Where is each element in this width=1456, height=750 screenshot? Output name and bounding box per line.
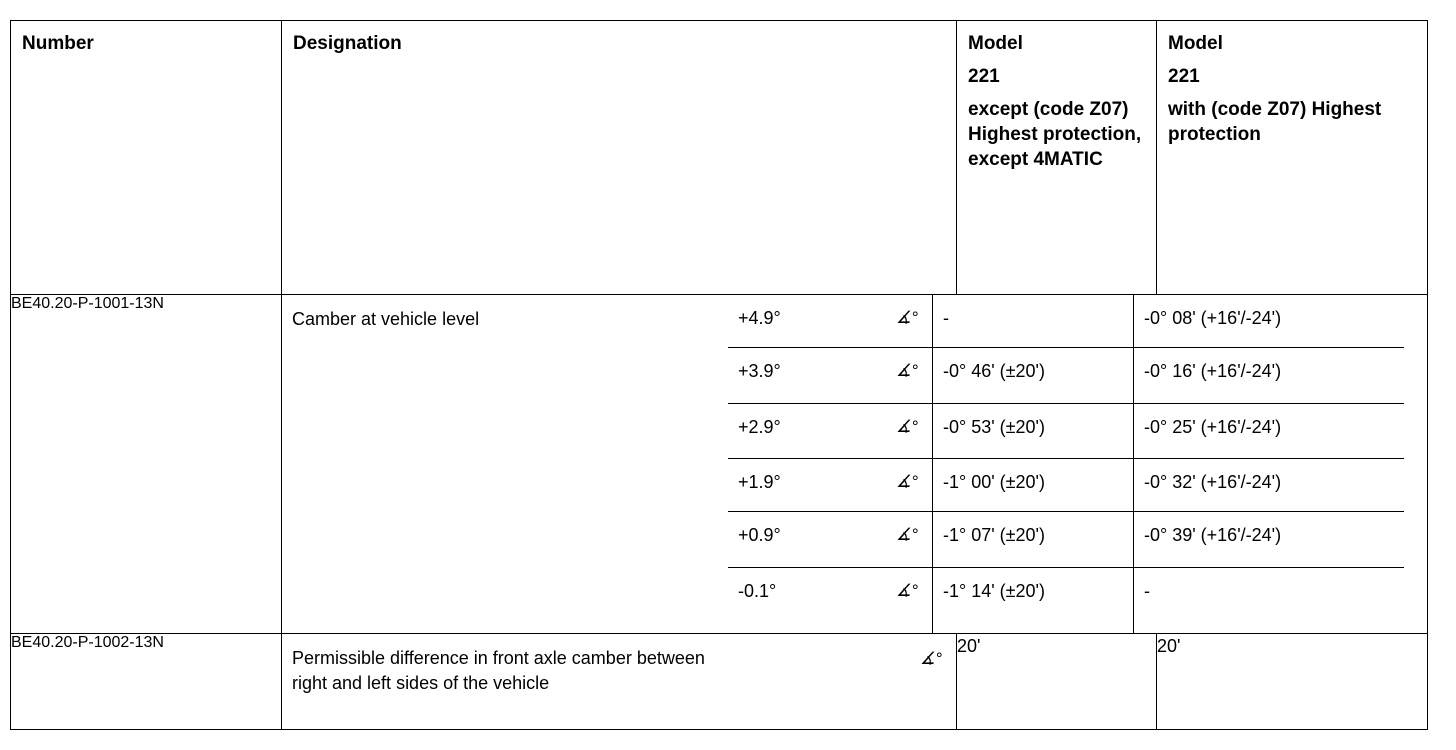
level-value: +3.9°	[738, 361, 781, 381]
level-row	[728, 403, 1427, 458]
value-model-2: -0° 32' (+16'/-24')	[1134, 458, 1404, 511]
level-value: +4.9°	[738, 308, 781, 328]
header-model-2-number: 221	[1168, 66, 1200, 87]
header-designation: Designation	[293, 33, 402, 54]
row-body	[282, 295, 1428, 634]
level-value: +0.9°	[738, 525, 781, 545]
table-row	[11, 295, 1428, 634]
value-model-1: -	[933, 295, 1134, 347]
row-number: BE40.20-P-1002-13N	[11, 634, 282, 730]
level-row	[728, 567, 1427, 633]
header-designation-cell	[282, 21, 957, 295]
value-model-1: 20'	[957, 634, 1157, 730]
level-value: +1.9°	[738, 472, 781, 492]
value-model-2: -0° 08' (+16'/-24')	[1144, 308, 1282, 328]
angle-icon: ∡°	[895, 308, 918, 327]
row-designation: Permissible difference in front axle camber between right and left sides of the vehicle	[292, 648, 705, 693]
value-model-2: -0° 39' (+16'/-24')	[1134, 511, 1404, 567]
header-model-1-cell	[957, 21, 1157, 295]
level-value: +2.9°	[738, 417, 781, 437]
header-model-2-label: Model	[1168, 33, 1223, 54]
header-number: Number	[22, 33, 94, 54]
level-row	[728, 511, 1427, 567]
header-number-cell	[11, 21, 282, 295]
angle-icon: ∡°	[895, 472, 918, 491]
value-model-1: -1° 07' (±20')	[933, 511, 1134, 567]
row-number: BE40.20-P-1001-13N	[11, 295, 282, 634]
row-designation: Camber at vehicle level	[292, 309, 480, 329]
header-model-1-label: Model	[968, 33, 1023, 54]
value-model-2: -	[1134, 567, 1404, 633]
value-model-1: -0° 53' (±20')	[933, 403, 1134, 458]
row-designation-cell	[282, 634, 957, 730]
header-model-1-condition: except (code Z07) Highest protection, except 4MATIC	[968, 99, 1142, 170]
table-row	[11, 634, 1428, 730]
angle-icon: ∡°	[895, 525, 918, 544]
level-row	[728, 295, 1427, 347]
header-model-1-number: 221	[968, 66, 1000, 87]
value-model-2: -0° 25' (+16'/-24')	[1134, 403, 1404, 458]
angle-icon: ∡°	[895, 361, 918, 380]
level-rows	[728, 295, 1427, 633]
header-row	[11, 21, 1428, 295]
value-model-2: 20'	[1157, 634, 1428, 730]
level-value: -0.1°	[738, 581, 777, 601]
angle-icon: ∡°	[895, 581, 918, 600]
level-row	[728, 458, 1427, 511]
angle-icon: ∡°	[919, 649, 942, 668]
value-model-2: -0° 16' (+16'/-24')	[1134, 347, 1404, 403]
value-model-1: -0° 46' (±20')	[933, 347, 1134, 403]
angle-icon: ∡°	[895, 417, 918, 436]
specification-table	[10, 20, 1428, 730]
level-row	[728, 347, 1427, 403]
value-model-1: -1° 00' (±20')	[933, 458, 1134, 511]
value-model-1: -1° 14' (±20')	[933, 567, 1134, 633]
header-model-2-condition: with (code Z07) Highest protection	[1168, 99, 1382, 145]
header-model-2-cell	[1157, 21, 1428, 295]
